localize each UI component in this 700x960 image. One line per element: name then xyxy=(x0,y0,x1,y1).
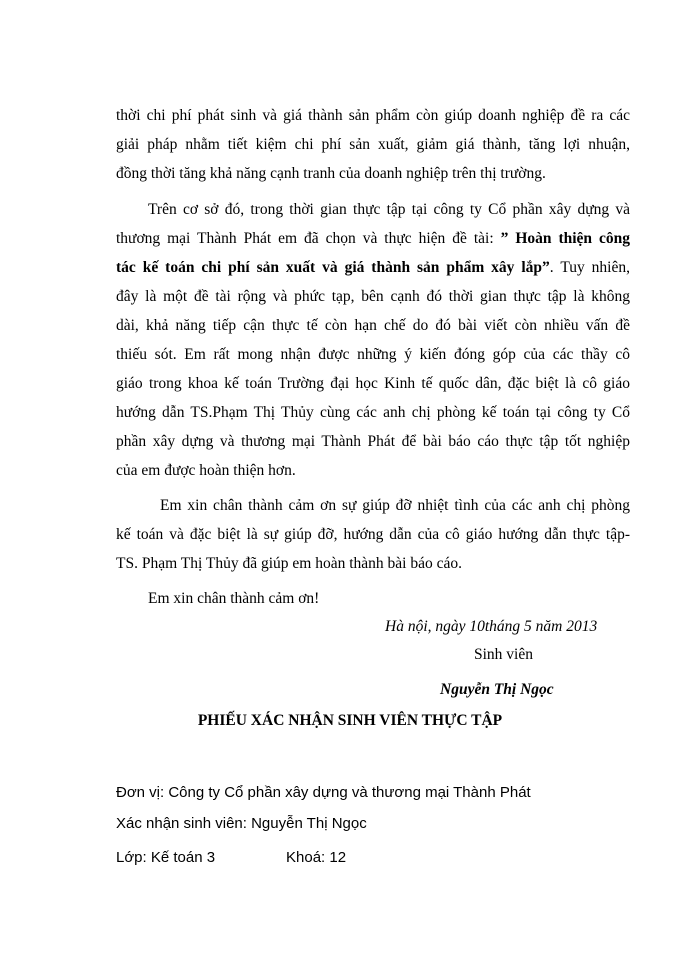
form-course: Khoá: 12 xyxy=(286,849,347,866)
paragraph-2-line-2 xyxy=(116,230,630,248)
paragraph-3-line-1: Em xin chân thành cảm ơn sự giúp đỡ nhiệt tình của các anh chị phòng xyxy=(160,497,630,514)
closing-thanks: Em xin chân thành cảm ơn! xyxy=(148,590,320,607)
paragraph-2-line-2-text: thương mại Thành Phát em đã chọn và thực hiện đề tài: xyxy=(116,230,494,247)
paragraph-2-line-7: giáo trong khoa kế toán Trường đại học Kinh tế quốc dân, đặc biệt là cô giáo xyxy=(116,375,630,392)
signature-name: Nguyễn Thị Ngọc xyxy=(440,681,554,698)
paragraph-3-line-2: kế toán và đặc biệt là sự giúp đỡ, hướng dẫn của cô giáo hướng dẫn thực tập- xyxy=(116,526,630,543)
signature-date: Hà nội, ngày 10tháng 5 năm 2013 xyxy=(385,618,598,635)
paragraph-1-line-1: thời chi phí phát sinh và giá thành sản phẩm còn giúp doanh nghiệp đề ra các xyxy=(116,107,630,124)
form-student: Xác nhận sinh viên: Nguyễn Thị Ngọc xyxy=(116,815,367,832)
paragraph-2-line-3 xyxy=(116,259,630,277)
paragraph-2-line-3-text: . Tuy nhiên, xyxy=(549,259,630,276)
paragraph-2-line-10: của em được hoàn thiện hơn. xyxy=(116,462,296,479)
thesis-title-part-1: ” Hoàn thiện công xyxy=(500,230,631,247)
paragraph-2-line-1: Trên cơ sở đó, trong thời gian thực tập tại công ty Cổ phần xây dựng và xyxy=(148,201,630,218)
form-class: Lớp: Kế toán 3 xyxy=(116,849,216,866)
paragraph-2-line-9: phần xây dựng và thương mại Thành Phát để bài báo cáo thực tập tốt nghiệp xyxy=(116,433,630,450)
form-title: PHIẾU XÁC NHẬN SINH VIÊN THỰC TẬP xyxy=(197,712,503,729)
paragraph-1-line-2: giải pháp nhằm tiết kiệm chi phí sản xuất, giảm giá thành, tăng lợi nhuận, xyxy=(116,136,630,153)
paragraph-3-line-3: TS. Phạm Thị Thủy đã giúp em hoàn thành bài báo cáo. xyxy=(116,555,462,572)
signature-role: Sinh viên xyxy=(474,646,533,663)
paragraph-2-line-6: thiếu sót. Em rất mong nhận được những ý kiến đóng góp của các thầy cô xyxy=(116,346,630,363)
paragraph-2-line-4: đây là một đề tài rộng và phức tạp, bên cạnh đó thời gian thực tập là không xyxy=(116,288,630,305)
paragraph-1-line-3: đồng thời tăng khả năng cạnh tranh của doanh nghiệp trên thị trường. xyxy=(116,165,546,182)
paragraph-2-line-5: dài, khả năng tiếp cận thực tế còn hạn chế do đó bài viết còn nhiều vấn đề xyxy=(116,317,630,334)
paragraph-2-line-8: hướng dẫn TS.Phạm Thị Thủy cùng các anh chị phòng kế toán tại công ty Cổ xyxy=(116,404,630,421)
thesis-title-part-2: tác kế toán chi phí sản xuất và giá thành sản phẩm xây lắp” xyxy=(116,259,550,276)
form-unit: Đơn vị: Công ty Cổ phần xây dựng và thương mại Thành Phát xyxy=(116,784,531,801)
